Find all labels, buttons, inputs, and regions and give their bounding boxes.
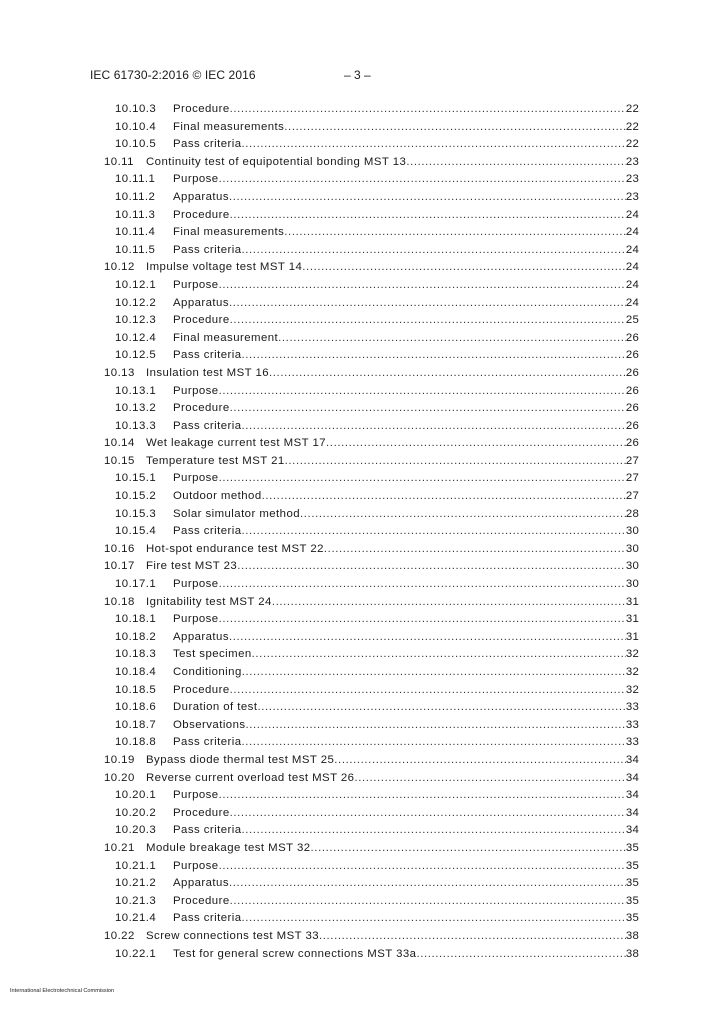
toc-section-number: 10.11 (104, 155, 134, 168)
toc-entry-line (115, 699, 639, 717)
toc-section-title: Procedure (173, 400, 230, 418)
toc-section-title: Purpose (173, 383, 219, 401)
toc-page-number: 24 (625, 261, 639, 274)
toc-page-number: 23 (625, 173, 639, 186)
toc-section-number: 10.21.4 (115, 912, 157, 925)
toc-entry-line (104, 365, 639, 383)
toc-entry[interactable] (0, 699, 724, 717)
toc-entry[interactable] (0, 259, 724, 277)
toc-page-number: 24 (625, 208, 639, 221)
toc-section-title: Screw connections test MST 33 (146, 928, 319, 946)
toc-entry-line (115, 629, 639, 647)
toc-entry[interactable] (0, 822, 724, 840)
toc-page-number: 32 (625, 683, 639, 696)
toc-entry[interactable] (0, 770, 724, 788)
toc-entry[interactable] (0, 558, 724, 576)
toc-section-title: Temperature test MST 21 (146, 453, 285, 471)
toc-dot-leader (319, 928, 626, 946)
toc-section-title: Pass criteria (173, 523, 242, 541)
toc-entry[interactable] (0, 136, 724, 154)
toc-entry[interactable] (0, 347, 724, 365)
toc-section-number: 10.21.3 (115, 894, 157, 907)
toc-page-number: 26 (625, 402, 639, 415)
toc-entry-line (115, 576, 639, 594)
toc-entry-line (104, 840, 639, 858)
toc-entry-line (104, 770, 639, 788)
toc-dot-leader (242, 734, 626, 752)
toc-page-number: 35 (625, 841, 639, 854)
toc-section-title: Continuity test of equipotential bonding MST 13 (146, 154, 406, 172)
toc-entry-line (115, 418, 639, 436)
toc-section-title: Test for general screw connections MST 33a (173, 946, 416, 964)
toc-page-number: 26 (625, 331, 639, 344)
toc-entry[interactable] (0, 400, 724, 418)
toc-entry-line (115, 312, 639, 330)
toc-section-title: Purpose (173, 277, 219, 295)
toc-section-number: 10.13.1 (115, 384, 157, 397)
toc-page-number: 24 (625, 243, 639, 256)
toc-page-number: 31 (625, 613, 639, 626)
toc-dot-leader (311, 840, 626, 858)
toc-section-number: 10.12.2 (115, 296, 157, 309)
toc-section-number: 10.20.2 (115, 806, 157, 819)
toc-page-number: 30 (625, 578, 639, 591)
toc-page-number: 26 (625, 366, 639, 379)
toc-dot-leader (219, 858, 626, 876)
toc-section-number: 10.18.5 (115, 683, 157, 696)
toc-page-number: 26 (625, 437, 639, 450)
toc-section-number: 10.14 (104, 437, 135, 450)
toc-entry[interactable] (0, 312, 724, 330)
toc-entry[interactable] (0, 470, 724, 488)
toc-entry[interactable] (0, 365, 724, 383)
toc-entry-line (115, 875, 639, 893)
toc-section-number: 10.16 (104, 542, 135, 555)
toc-page-number: 35 (625, 877, 639, 890)
toc-section-number: 10.12 (104, 261, 135, 274)
toc-entry-line (115, 682, 639, 700)
toc-entry-line (115, 893, 639, 911)
toc-dot-leader (416, 946, 625, 964)
toc-section-title: Procedure (173, 312, 230, 330)
toc-section-number: 10.18.6 (115, 701, 157, 714)
toc-page-number: 27 (625, 490, 639, 503)
page-header-left: IEC 61730-2:2016 © IEC 2016 (90, 68, 256, 82)
toc-entry-line (104, 435, 639, 453)
toc-page-number: 34 (625, 806, 639, 819)
toc-entry[interactable] (0, 435, 724, 453)
toc-entry-line (115, 224, 639, 242)
toc-section-number: 10.10.3 (115, 103, 157, 115)
toc-entry-line (115, 646, 639, 664)
toc-entry[interactable] (0, 717, 724, 735)
toc-dot-leader (230, 400, 626, 418)
toc-entry-line (115, 136, 639, 154)
toc-section-title: Bypass diode thermal test MST 25 (146, 752, 334, 770)
toc-entry-line (104, 259, 639, 277)
toc-section-number: 10.15.1 (115, 472, 157, 485)
toc-dot-leader (242, 136, 626, 154)
toc-page-number: 33 (625, 736, 639, 749)
toc-page-number: 25 (625, 314, 639, 327)
toc-page-number: 34 (625, 789, 639, 802)
toc-section-title: Duration of test (173, 699, 257, 717)
toc-entry[interactable] (0, 858, 724, 876)
toc-section-title: Impulse voltage test MST 14 (146, 259, 302, 277)
toc-entry[interactable] (0, 910, 724, 928)
toc-dot-leader (242, 910, 626, 928)
toc-page-number: 34 (625, 771, 639, 784)
toc-entry-line (115, 734, 639, 752)
toc-entry[interactable] (0, 646, 724, 664)
toc-dot-leader (219, 383, 626, 401)
toc-dot-leader (284, 119, 626, 137)
toc-dot-leader (326, 435, 626, 453)
toc-section-number: 10.10.4 (115, 120, 157, 133)
toc-section-number: 10.19 (104, 753, 135, 766)
toc-entry[interactable] (0, 383, 724, 401)
toc-section-title: Purpose (173, 787, 219, 805)
toc-entry[interactable] (0, 946, 724, 964)
toc-entry[interactable] (0, 523, 724, 541)
toc-entry-line (104, 928, 639, 946)
toc-section-title: Procedure (173, 101, 230, 119)
toc-entry-line (115, 858, 639, 876)
toc-entry[interactable] (0, 277, 724, 295)
toc-dot-leader (284, 224, 626, 242)
toc-dot-leader (219, 277, 626, 295)
toc-entry[interactable] (0, 840, 724, 858)
toc-section-number: 10.21.2 (115, 877, 157, 890)
footer-publisher: International Electrotechnical Commission (10, 988, 115, 994)
toc-entry-line (104, 594, 639, 612)
toc-section-number: 10.18.7 (115, 718, 157, 731)
toc-dot-leader (334, 752, 626, 770)
toc-entry-line (115, 787, 639, 805)
toc-dot-leader (242, 664, 626, 682)
toc-page-number: 28 (625, 507, 639, 520)
toc-section-number: 10.11.5 (115, 243, 156, 256)
toc-section-title: Wet leakage current test MST 17 (146, 435, 326, 453)
toc-page-number: 22 (625, 103, 639, 115)
toc-section-number: 10.11.2 (115, 190, 156, 203)
toc-dot-leader (230, 893, 626, 911)
toc-entry[interactable] (0, 629, 724, 647)
toc-section-title: Purpose (173, 171, 219, 189)
toc-entry[interactable] (0, 805, 724, 823)
toc-entry-line (115, 277, 639, 295)
toc-page-number: 30 (625, 525, 639, 538)
toc-section-number: 10.20.3 (115, 824, 157, 837)
toc-dot-leader (300, 506, 626, 524)
toc-dot-leader (219, 171, 626, 189)
toc-dot-leader (230, 207, 626, 225)
toc-entry[interactable] (0, 734, 724, 752)
toc-section-title: Module breakage test MST 32 (146, 840, 311, 858)
toc-section-number: 10.11.3 (115, 208, 156, 221)
toc-section-number: 10.22 (104, 929, 135, 942)
toc-section-title: Hot-spot endurance test MST 22 (146, 541, 324, 559)
toc-section-number: 10.18.8 (115, 736, 157, 749)
toc-section-title: Pass criteria (173, 822, 242, 840)
toc-entry-line (115, 189, 639, 207)
toc-entry-line (104, 154, 639, 172)
toc-entry-line (104, 541, 639, 559)
toc-entry[interactable] (0, 875, 724, 893)
toc-entry[interactable] (0, 506, 724, 524)
toc-section-number: 10.21 (104, 841, 135, 854)
toc-dot-leader (229, 875, 626, 893)
toc-section-number: 10.21.1 (115, 859, 157, 872)
toc-section-title: Pass criteria (173, 734, 242, 752)
toc-section-title: Procedure (173, 682, 230, 700)
toc-dot-leader (246, 717, 626, 735)
toc-section-number: 10.17 (104, 560, 135, 573)
table-of-contents (0, 101, 724, 963)
toc-entry[interactable] (0, 576, 724, 594)
toc-dot-leader (257, 699, 625, 717)
toc-dot-leader (237, 558, 626, 576)
toc-entry-line (104, 752, 639, 770)
toc-section-number: 10.15 (104, 454, 135, 467)
toc-page-number: 26 (625, 384, 639, 397)
toc-entry-line (115, 611, 639, 629)
toc-section-number: 10.20 (104, 771, 135, 784)
toc-page-number: 35 (625, 894, 639, 907)
toc-page-number: 32 (625, 648, 639, 661)
toc-entry-line (115, 101, 639, 119)
toc-section-number: 10.13 (104, 366, 135, 379)
toc-entry-line (115, 717, 639, 735)
toc-entry-line (115, 488, 639, 506)
toc-section-title: Test specimen (173, 646, 252, 664)
toc-entry[interactable] (0, 295, 724, 313)
toc-entry-line (115, 242, 639, 260)
toc-entry-line (115, 207, 639, 225)
toc-page-number: 22 (625, 138, 639, 151)
toc-page-number: 22 (625, 120, 639, 133)
toc-entry[interactable] (0, 664, 724, 682)
toc-entry-line (115, 400, 639, 418)
toc-dot-leader (230, 805, 626, 823)
toc-page-number: 33 (625, 718, 639, 731)
toc-section-number: 10.13.3 (115, 419, 157, 432)
toc-page-number: 27 (625, 472, 639, 485)
toc-entry[interactable] (0, 682, 724, 700)
toc-page-number: 30 (625, 542, 639, 555)
toc-section-title: Apparatus (173, 629, 229, 647)
toc-section-title: Pass criteria (173, 136, 242, 154)
toc-page-number: 30 (625, 560, 639, 573)
toc-entry[interactable] (0, 453, 724, 471)
toc-entry-line (115, 910, 639, 928)
toc-section-title: Pass criteria (173, 418, 242, 436)
toc-page-number: 26 (625, 349, 639, 362)
toc-page-number: 23 (625, 155, 639, 168)
toc-section-number: 10.20.1 (115, 789, 157, 802)
toc-entry[interactable] (0, 101, 724, 119)
toc-section-title: Solar simulator method (173, 506, 300, 524)
toc-dot-leader (242, 242, 626, 260)
page-number: – 3 – (344, 68, 371, 82)
toc-entry[interactable] (0, 594, 724, 612)
toc-dot-leader (269, 365, 626, 383)
toc-dot-leader (324, 541, 626, 559)
toc-dot-leader (302, 259, 626, 277)
toc-section-title: Purpose (173, 858, 219, 876)
toc-dot-leader (242, 523, 626, 541)
toc-entry-line (115, 946, 639, 964)
toc-section-number: 10.15.4 (115, 525, 157, 538)
toc-section-number: 10.12.1 (115, 278, 157, 291)
toc-section-number: 10.22.1 (115, 947, 157, 960)
toc-section-title: Final measurements (173, 119, 284, 137)
toc-dot-leader (242, 822, 626, 840)
toc-dot-leader (354, 770, 625, 788)
toc-section-number: 10.15.3 (115, 507, 157, 520)
toc-entry[interactable] (0, 207, 724, 225)
toc-entry-line (115, 822, 639, 840)
toc-entry-line (104, 558, 639, 576)
toc-page-number: 26 (625, 419, 639, 432)
toc-entry-line (115, 506, 639, 524)
toc-section-number: 10.12.5 (115, 349, 157, 362)
toc-entry[interactable] (0, 418, 724, 436)
toc-entry-line (115, 664, 639, 682)
toc-dot-leader (219, 787, 626, 805)
toc-section-title: Procedure (173, 893, 230, 911)
toc-section-number: 10.11.4 (115, 226, 156, 239)
toc-section-title: Apparatus (173, 189, 229, 207)
toc-dot-leader (242, 347, 626, 365)
toc-section-title: Pass criteria (173, 347, 242, 365)
toc-dot-leader (262, 488, 626, 506)
toc-dot-leader (406, 154, 626, 172)
toc-section-title: Insulation test MST 16 (146, 365, 269, 383)
toc-dot-leader (219, 576, 626, 594)
toc-section-number: 10.13.2 (115, 402, 157, 415)
toc-section-number: 10.10.5 (115, 138, 157, 151)
toc-entry-line (115, 295, 639, 313)
toc-page-number: 38 (625, 947, 639, 960)
toc-page-number: 24 (625, 226, 639, 239)
toc-section-title: Pass criteria (173, 242, 242, 260)
toc-entry-line (115, 470, 639, 488)
toc-dot-leader (242, 418, 626, 436)
toc-page-number: 35 (625, 859, 639, 872)
toc-entry[interactable] (0, 224, 724, 242)
toc-entry-line (115, 383, 639, 401)
toc-entry[interactable] (0, 611, 724, 629)
toc-entry[interactable] (0, 541, 724, 559)
toc-section-number: 10.18.2 (115, 630, 157, 643)
toc-dot-leader (219, 611, 626, 629)
toc-page-number: 31 (625, 630, 639, 643)
toc-page-number: 23 (625, 190, 639, 203)
toc-section-number: 10.12.3 (115, 314, 157, 327)
toc-entry-line (104, 453, 639, 471)
toc-entry-line (115, 119, 639, 137)
toc-section-title: Fire test MST 23 (146, 558, 237, 576)
toc-section-number: 10.18.3 (115, 648, 157, 661)
toc-section-title: Procedure (173, 207, 230, 225)
toc-section-title: Purpose (173, 611, 219, 629)
toc-section-title: Apparatus (173, 875, 229, 893)
toc-dot-leader (230, 101, 626, 119)
toc-entry-line (115, 523, 639, 541)
toc-entry[interactable] (0, 787, 724, 805)
toc-page-number: 34 (625, 753, 639, 766)
toc-entry[interactable] (0, 330, 724, 348)
toc-section-title: Pass criteria (173, 910, 242, 928)
toc-dot-leader (285, 453, 626, 471)
toc-section-title: Reverse current overload test MST 26 (146, 770, 354, 788)
toc-section-title: Final measurements (173, 224, 284, 242)
toc-section-number: 10.12.4 (115, 331, 157, 344)
toc-section-number: 10.18 (104, 595, 135, 608)
toc-section-title: Apparatus (173, 295, 229, 313)
toc-dot-leader (278, 330, 626, 348)
toc-dot-leader (229, 189, 626, 207)
toc-entry[interactable] (0, 242, 724, 260)
toc-page-number: 35 (625, 912, 639, 925)
toc-section-number: 10.17.1 (115, 578, 157, 591)
toc-section-number: 10.18.1 (115, 613, 157, 626)
toc-section-title: Procedure (173, 805, 230, 823)
toc-section-title: Ignitability test MST 24 (146, 594, 272, 612)
toc-page-number: 33 (625, 701, 639, 714)
toc-entry[interactable] (0, 752, 724, 770)
toc-entry-line (115, 330, 639, 348)
toc-dot-leader (229, 295, 626, 313)
toc-section-title: Final measurement (173, 330, 278, 348)
toc-entry[interactable] (0, 893, 724, 911)
toc-entry-line (115, 171, 639, 189)
toc-entry-line (115, 347, 639, 365)
toc-page-number: 24 (625, 278, 639, 291)
toc-entry[interactable] (0, 154, 724, 172)
toc-page-number: 27 (625, 454, 639, 467)
toc-page-number: 24 (625, 296, 639, 309)
toc-dot-leader (272, 594, 626, 612)
toc-section-title: Outdoor method (173, 488, 262, 506)
toc-dot-leader (219, 470, 626, 488)
toc-entry[interactable] (0, 171, 724, 189)
toc-entry[interactable] (0, 488, 724, 506)
toc-dot-leader (229, 629, 626, 647)
toc-entry[interactable] (0, 928, 724, 946)
toc-dot-leader (252, 646, 626, 664)
toc-dot-leader (230, 682, 626, 700)
toc-section-title: Conditioning (173, 664, 242, 682)
toc-entry[interactable] (0, 119, 724, 137)
toc-section-title: Purpose (173, 576, 219, 594)
toc-section-number: 10.15.2 (115, 490, 157, 503)
toc-dot-leader (230, 312, 626, 330)
toc-section-title: Observations (173, 717, 246, 735)
toc-entry[interactable] (0, 189, 724, 207)
toc-page-number: 32 (625, 666, 639, 678)
toc-section-number: 10.11.1 (115, 173, 156, 186)
toc-section-number: 10.18.4 (115, 666, 157, 678)
toc-page-number: 34 (625, 824, 639, 837)
toc-page-number: 38 (625, 929, 639, 942)
toc-entry-line (115, 805, 639, 823)
toc-page-number: 31 (625, 595, 639, 608)
toc-section-title: Purpose (173, 470, 219, 488)
